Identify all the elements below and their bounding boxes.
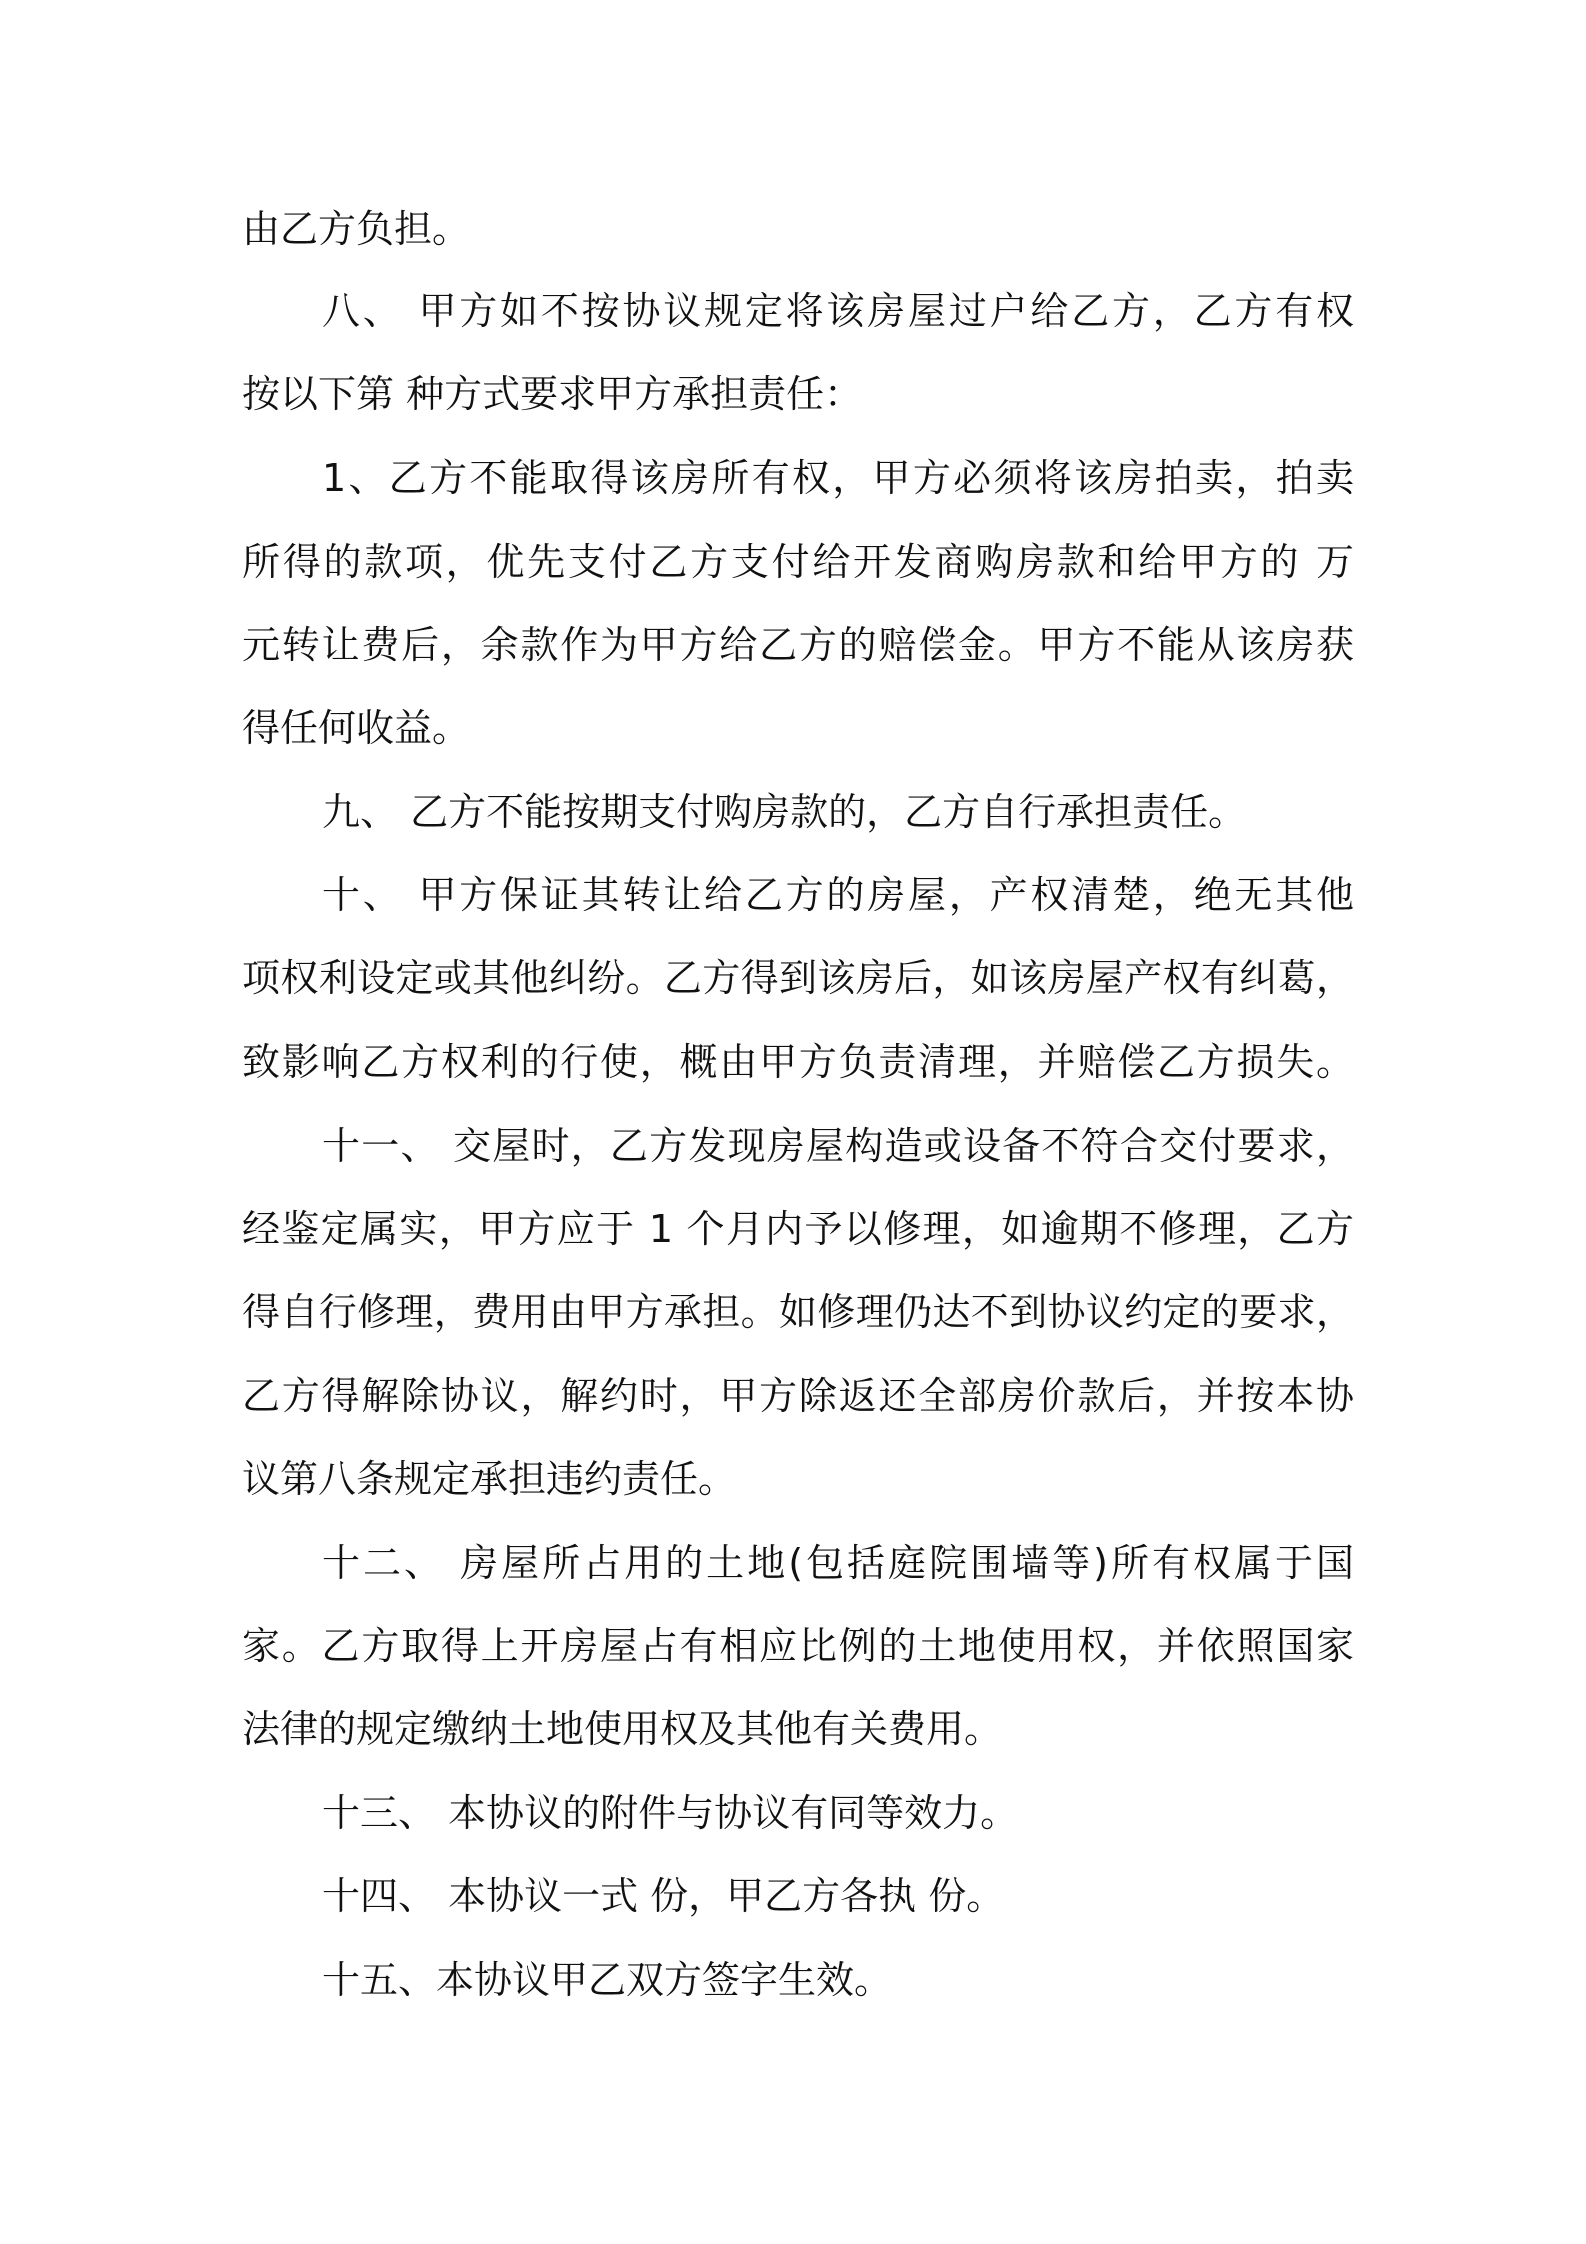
text-line: 得任何收益。 [242,706,471,750]
text-line: 十三、 本协议的附件与协议有同等效力。 [322,1791,1019,1835]
text-line: 致影响乙方权利的行使，概由甲方负责清理，并赔偿乙方损失。 [242,1040,1354,1084]
text-line: 十四、 本协议一式 份，甲乙方各执 份。 [322,1874,1005,1918]
text-line: 议第八条规定承担违约责任。 [242,1457,737,1501]
text-line: 所得的款项，优先支付乙方支付给开发商购房款和给甲方的 万 [242,540,1354,584]
text-line: 经鉴定属实，甲方应于 1 个月内予以修理，如逾期不修理，乙方 [242,1207,1354,1251]
text-line: 十一、 交屋时，乙方发现房屋构造或设备不符合交付要求， [322,1124,1354,1168]
text-line: 法律的规定缴纳土地使用权及其他有关费用。 [242,1707,1003,1751]
text-line: 十、 甲方保证其转让给乙方的房屋，产权清楚，绝无其他 [322,873,1354,917]
text-line: 家。乙方取得上开房屋占有相应比例的土地使用权，并依照国家 [242,1624,1354,1668]
text-line: 1、乙方不能取得该房所有权，甲方必须将该房拍卖，拍卖 [322,456,1354,500]
text-line: 按以下第 种方式要求甲方承担责任： [242,372,863,416]
text-line: 得自行修理，费用由甲方承担。如修理仍达不到协议约定的要求， [242,1290,1354,1334]
text-line: 乙方得解除协议，解约时，甲方除返还全部房价款后，并按本协 [242,1374,1354,1418]
text-line: 十二、 房屋所占用的土地(包括庭院围墙等)所有权属于国 [322,1541,1354,1585]
text-line: 九、 乙方不能按期支付购房款的，乙方自行承担责任。 [322,790,1247,834]
text-line: 项权利设定或其他纠纷。乙方得到该房后，如该房屋产权有纠葛， [242,956,1354,1000]
text-line: 十五、本协议甲乙双方签字生效。 [322,1958,893,2002]
text-line: 八、 甲方如不按协议规定将该房屋过户给乙方，乙方有权 [322,289,1354,333]
text-line: 元转让费后，余款作为甲方给乙方的赔偿金。甲方不能从该房获 [242,623,1354,667]
text-line: 由乙方负担。 [242,207,471,251]
